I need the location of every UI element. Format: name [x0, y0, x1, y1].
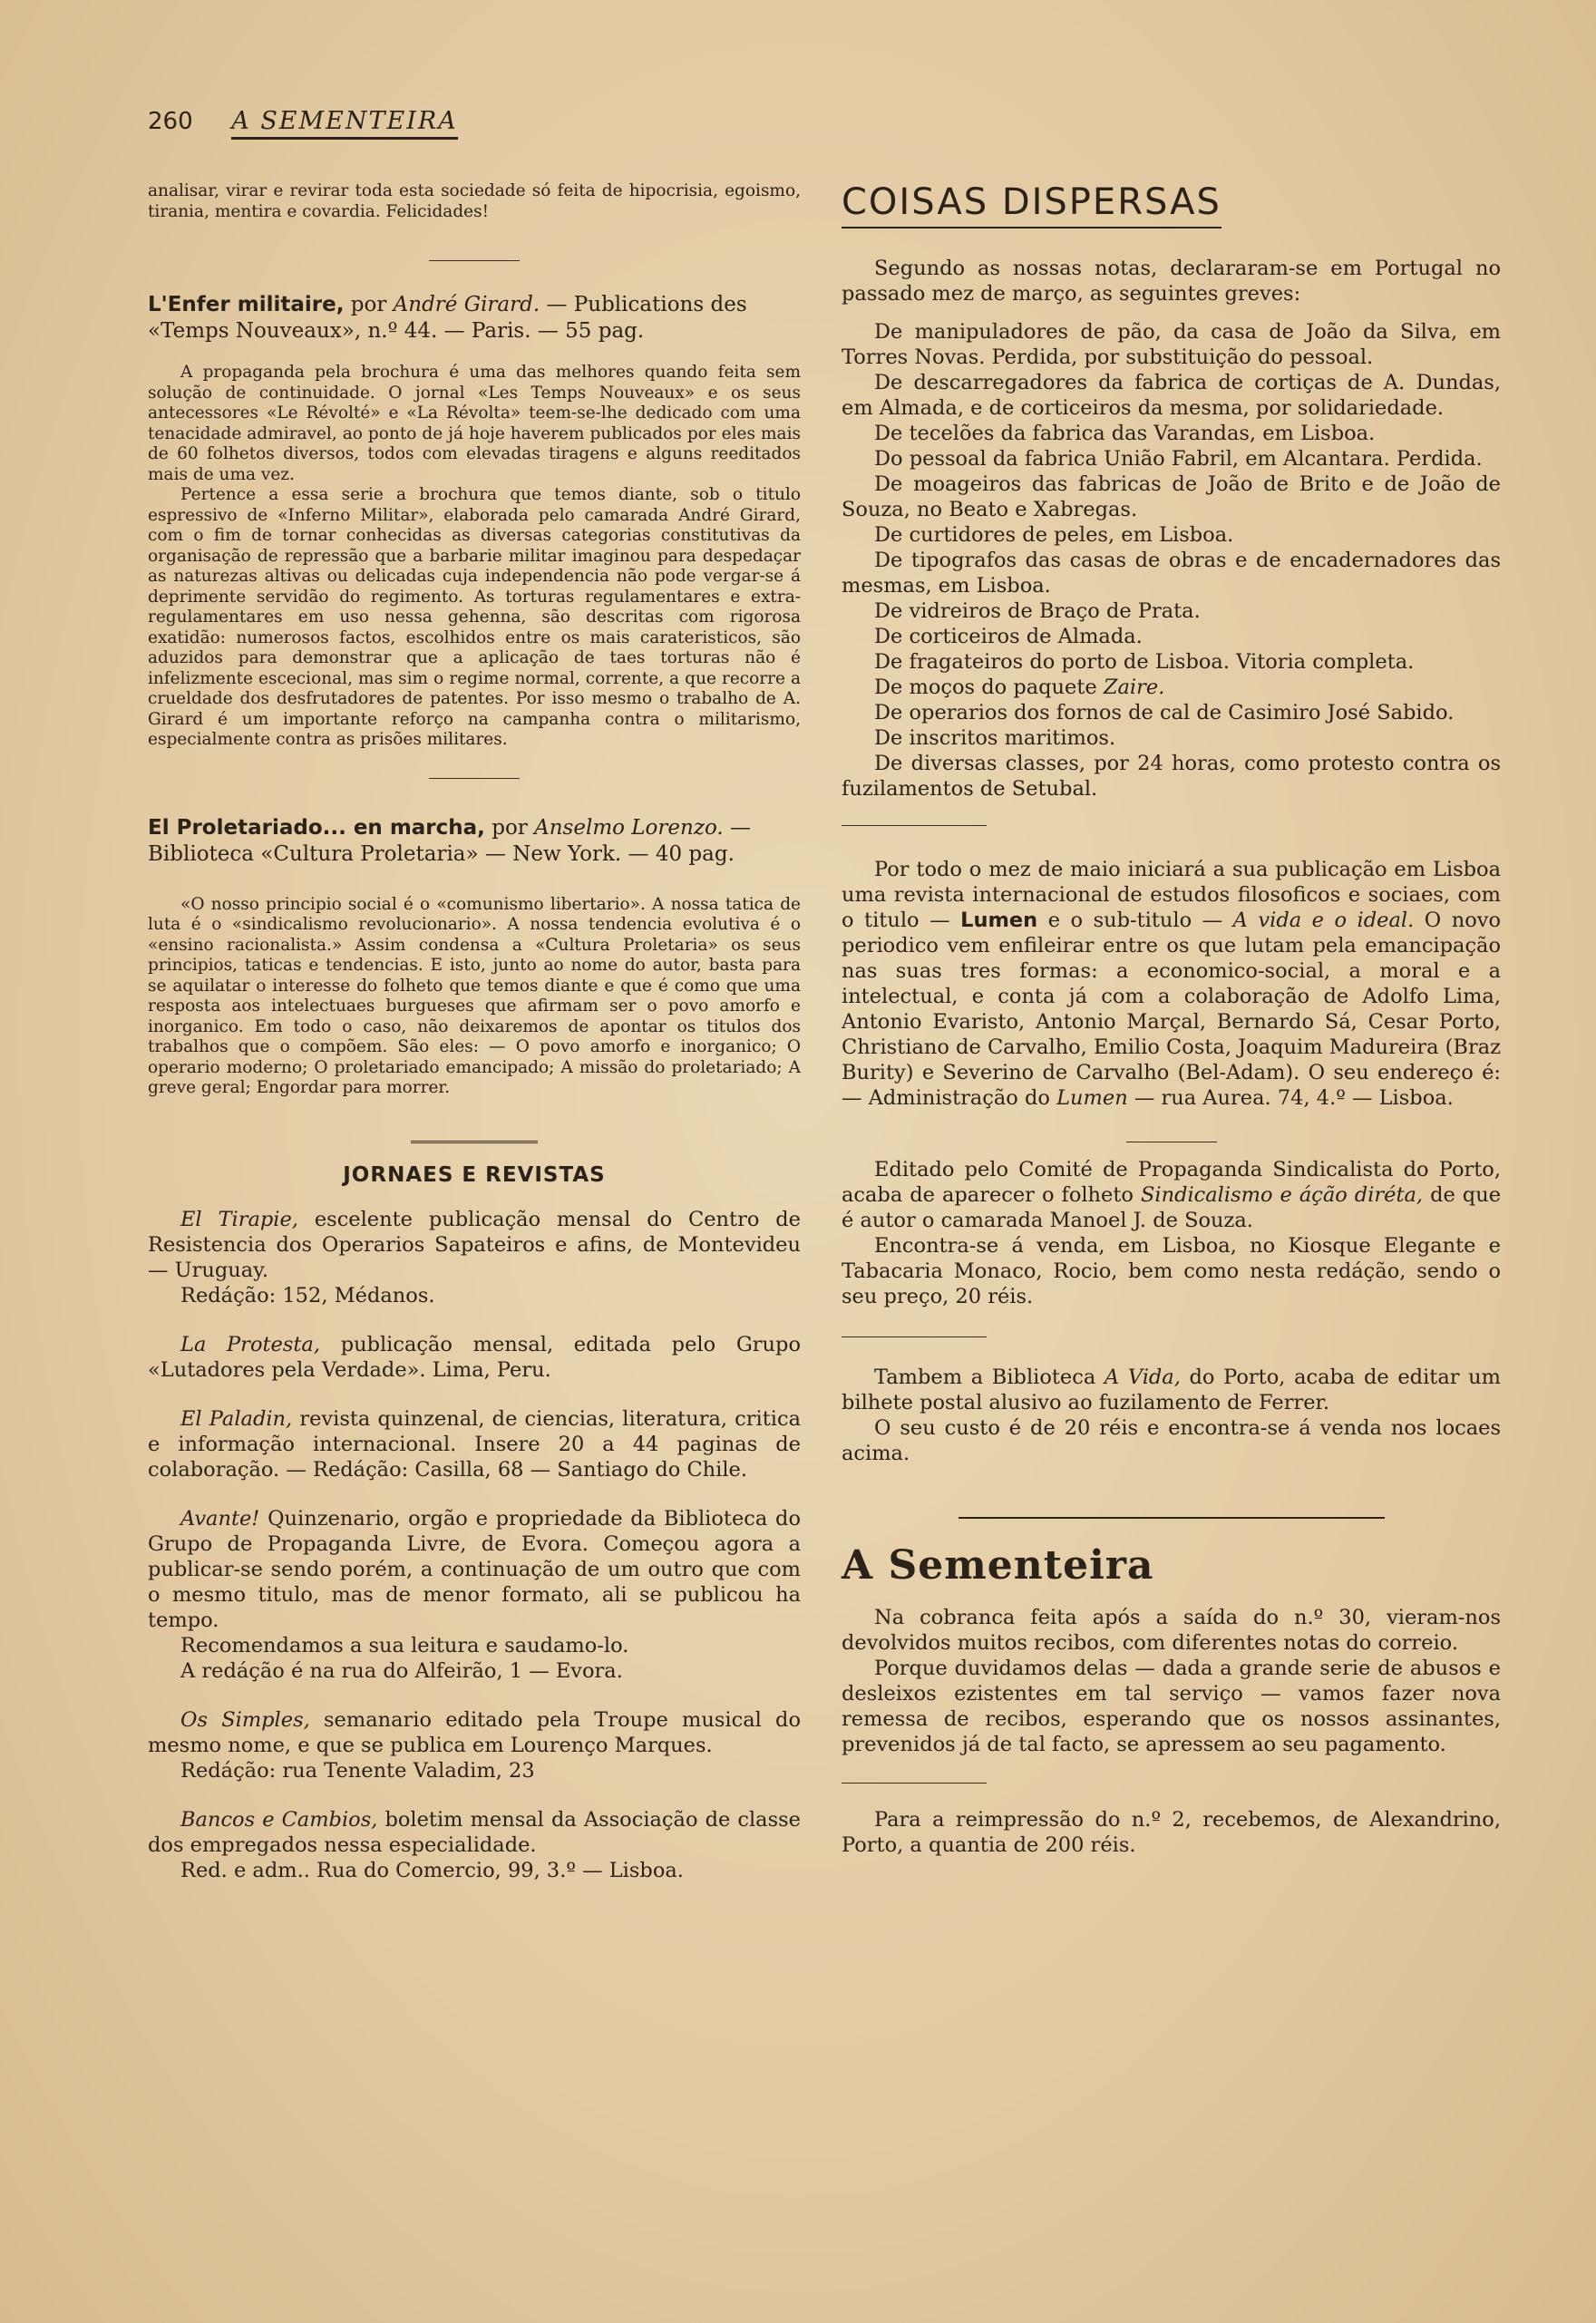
- list-item: Bancos e Cambios, boletim mensal da Associação de classe dos empregados nessa especialidade.: [148, 1807, 801, 1857]
- divider: [429, 778, 520, 779]
- postal-paragraph: O seu custo é de 20 réis e encontra-se á venda nos locaes acima.: [842, 1416, 1501, 1465]
- book-entry-girard: L'Enfer militaire, por André Girard. — Publications des «Temps Nouveaux», n.º 44. — Paris. — 55 pag.: [148, 293, 747, 343]
- list-item: Redáção: 152, Médanos.: [180, 1283, 435, 1307]
- list-item: Avante! Quinzenario, orgão e propriedade da Biblioteca do Grupo de Propaganda Livre, de Evora. Começou agora a publicar-se sendo porém, a continuação de um outro que com o mesmo titulo, mas de menor formato, ali se publicou ha tempo.: [148, 1506, 801, 1632]
- sindicalismo-paragraph: Encontra-se á venda, em Lisboa, no Kiosque Elegante e Tabacaria Monaco, Rocio, bem como nesta redáção, sendo o seu preço, 20 réis.: [842, 1234, 1501, 1308]
- sindicalismo-paragraph: Editado pelo Comité de Propaganda Sindicalista do Porto, acaba de aparecer o folheto Sindicalismo e áção diréta, de que é autor o camarada Manoel J. de Souza.: [842, 1158, 1502, 1232]
- intro-paragraph: analisar, virar e revirar toda esta sociedade só feita de hipocrisia, egoismo, tirania, mentira e covardia. Felicidades!: [148, 181, 801, 221]
- review-paragraph: A propaganda pela brochura é uma das melhores quando feita sem solução de continuidade. O jornal «Les Temps Nouveaux» e os seus antecessores «Le Révolté» e «La Révolta» teem-se-lhe dedicado com uma tenacidade admiravel, ao ponto de já hoje haverem publicados por eles mais de 60 folhetos diversos, todos com elevadas tiragens e alguns reeditados mais de uma vez.: [148, 363, 801, 484]
- section-heading-jornaes: JORNAES E REVISTAS: [343, 1162, 606, 1187]
- strikes-intro: Segundo as nossas notas, declararam-se em Portugal no passado mez de março, as seguintes greves:: [842, 257, 1501, 306]
- list-item: De manipuladores de pão, da casa de João da Silva, em Torres Novas. Perdida, por substituição do pessoal.: [842, 320, 1501, 369]
- list-item: De moageiros das fabricas de João de Brito e de João de Souza, no Beato e Xabregas.: [842, 472, 1501, 521]
- list-item: A redáção é na rua do Alfeirão, 1 — Evora.: [180, 1658, 623, 1683]
- list-item: De curtidores de peles, em Lisboa.: [874, 523, 1234, 547]
- double-divider: [411, 1141, 538, 1143]
- list-item: De operarios dos fornos de cal de Casimiro José Sabido.: [874, 701, 1455, 724]
- list-item: De tecelões da fabrica das Varandas, em Lisboa.: [874, 422, 1376, 445]
- journal-title: A SEMENTEIRA: [231, 107, 457, 140]
- list-item: Red. e adm.. Rua do Comercio, 99, 3.º — Lisboa.: [180, 1858, 684, 1882]
- list-item: El Tirapie, escelente publicação mensal do Centro de Resistencia dos Operarios Sapateiros e afins, de Montevideu — Uruguay.: [148, 1207, 801, 1282]
- list-item: De fragateiros do porto de Lisboa. Vitoria completa.: [874, 650, 1415, 674]
- list-item: El Paladin, revista quinzenal, de ciencias, literatura, critica e informação internacional. Insere 20 a 44 paginas de colaboração. — Redáção: Casilla, 68 — Santiago do Chile.: [148, 1406, 801, 1482]
- right-column: [842, 181, 1501, 1858]
- reprint-paragraph: Para a reimpressão do n.º 2, recebemos, de Alexandrino, Porto, a quantia de 200 réis.: [842, 1808, 1501, 1857]
- list-item: De inscritos maritimos.: [874, 726, 1116, 750]
- list-item: De moços do paquete Zaire.: [874, 676, 1165, 699]
- book-entry-lorenzo: El Proletariado... en marcha, por Anselmo Lorenzo. — Biblioteca «Cultura Proletaria» — New York. — 40 pag.: [148, 815, 752, 866]
- list-item: Recomendamos a sua leitura e saudamo-lo.: [180, 1633, 629, 1657]
- list-item: De tipografos das casas de obras e de encadernadores das mesmas, em Lisboa.: [842, 549, 1501, 598]
- review-paragraph: Pertence a essa serie a brochura que temos diante, sob o titulo espressivo de «Inferno Militar», elaborada pelo camarada André Girard, com o fim de tornar conhecidas as diversas categorias constitutivas da organisação de repressão que a barbarie militar imaginou para despedaçar as naturezas altivas ou delicadas cuja independencia não pode vergar-se á deprimente servidão do regimento. As torturas regulamentares e extra-regulamentares em uso nessa gehenna, são descritas com rigorosa exatidão: numerosos factos, escolhidos entre os mais carateristicos, são aduzidos para demonstrar que a aplicação de taes torturas não é infelizmente escecional, mas sim o regime normal, corrente, a que recorre a crueldade dos desfrutadores de patentes. Por isso mesmo o trabalho de A. Girard é um importante reforço na campanha contra o militarismo, especialmente contra as prisões militares.: [148, 485, 801, 749]
- divider: [842, 825, 987, 826]
- page-number: 260: [148, 108, 193, 135]
- section-heading-sementeira: A Sementeira: [842, 1542, 1154, 1589]
- list-item: Os Simples, semanario editado pela Troupe musical do mesmo nome, e que se publica em Lourenço Marques.: [148, 1707, 801, 1757]
- strikes-list: [842, 319, 1501, 802]
- section-heading-coisas: COISAS DISPERSAS: [842, 181, 1221, 228]
- list-item: La Protesta, publicação mensal, editada pelo Grupo «Lutadores pela Verdade». Lima, Peru.: [148, 1332, 801, 1382]
- list-item: De vidreiros de Braço de Prata.: [874, 599, 1201, 623]
- lumen-paragraph: Por todo o mez de maio iniciará a sua publicação em Lisboa uma revista internacional de estudos filosoficos e sociaes, com o titulo — Lumen e o sub-titulo — A vida e o ideal. O novo periodico vem enfileirar entre os que lutam pela emancipação nas suas tres formas: a economico-social, a moral e a intelectual, e conta já com a colaboração de Adolfo Lima, Antonio Evaristo, Antonio Marçal, Bernardo Sá, Cesar Porto, Christiano de Carvalho, Emilio Costa, Joaquim Madureira (Braz Burity) e Severino de Carvalho (Bel-Adam). O seu endereço é: — Administração do Lumen — rua Aurea. 74, 4.º — Lisboa.: [842, 858, 1502, 1110]
- list-item: Redáção: rua Tenente Valadim, 23: [180, 1758, 535, 1783]
- divider: [842, 1336, 987, 1337]
- divider: [842, 1783, 987, 1784]
- page-header: [148, 107, 458, 135]
- list-item: De descarregadores da fabrica de cortiças de A. Dundas, em Almada, e de corticeiros da mesma, por solidariedade.: [842, 371, 1501, 420]
- list-item: De corticeiros de Almada.: [874, 625, 1143, 648]
- divider: [429, 260, 520, 261]
- list-item: De diversas classes, por 24 horas, como protesto contra os fuzilamentos de Setubal.: [842, 752, 1501, 801]
- sementeira-paragraph: Porque duvidamos delas — dada a grande serie de abusos e desleixos ezistentes em tal serviço — vamos fazer nova remessa de recibos, esperando que os nossos assinantes, prevenidos já de tal facto, se apressem ao seu pagamento.: [842, 1657, 1501, 1756]
- left-column: [148, 181, 801, 1883]
- postal-paragraph: Tambem a Biblioteca A Vida, do Porto, acaba de editar um bilhete postal alusivo ao fuzilamento de Ferrer.: [842, 1366, 1501, 1414]
- divider: [959, 1517, 1385, 1519]
- list-item: Do pessoal da fabrica União Fabril, em Alcantara. Perdida.: [874, 447, 1483, 471]
- sementeira-paragraph: Na cobranca feita após a saída do n.º 30, vieram-nos devolvidos muitos recibos, com diferentes notas do correio.: [842, 1606, 1501, 1655]
- periodicals-list: [148, 1207, 801, 1883]
- review-paragraph: «O nosso principio social é o «comunismo libertario». A nossa tatica de luta é o «sindicalismo revolucionario». A nossa tendencia evolutiva é o «ensino racionalista.» Assim condensa a «Cultura Proletaria» os seus principios, taticas e tendencias. E isto, junto ao nome do autor, basta para se aquilatar o interesse do folheto que temos diante e que é como que uma resposta aos intelectuaes burgueses que afirmam ser o povo amorfo e inorganico. Em todo o caso, não deixaremos de apontar os titulos dos trabalhos que o compõem. São eles: — O povo amorfo e inorganico; O operario moderno; O proletariado emancipado; A missão do proletariado; A greve geral; Engordar para morrer.: [148, 894, 801, 1097]
